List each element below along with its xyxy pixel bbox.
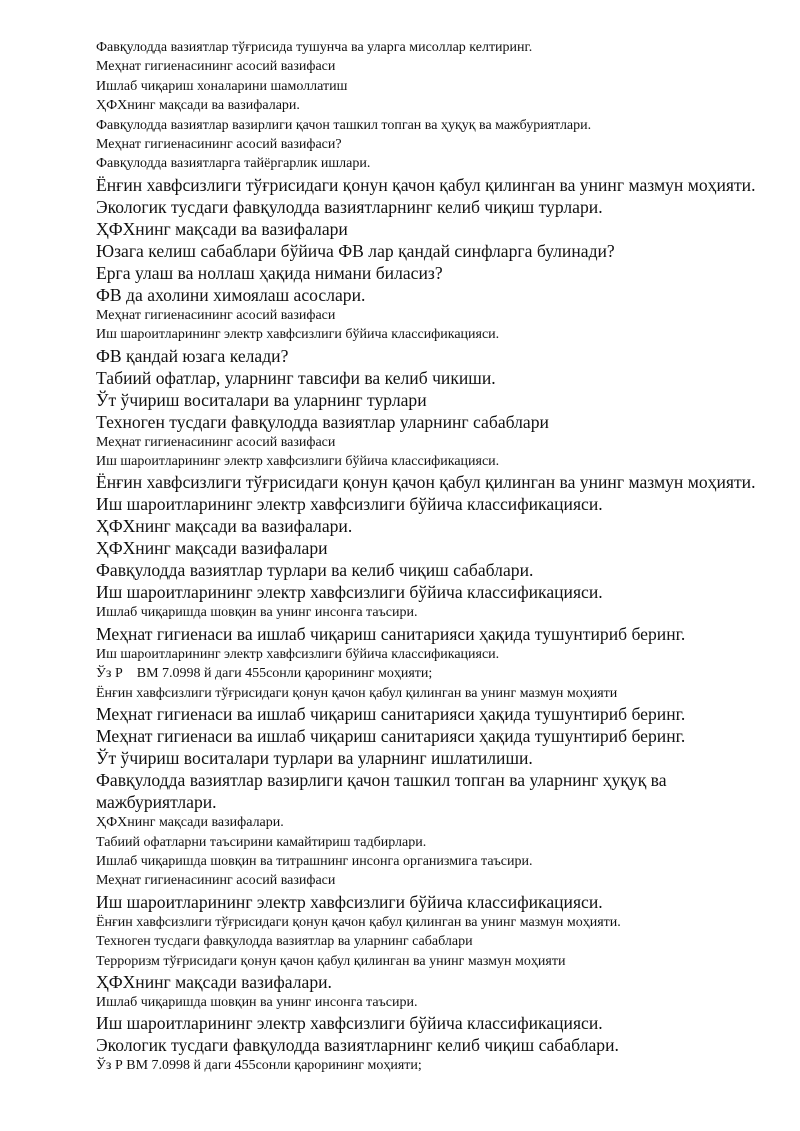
question-line: Табиий офатлар, уларнинг тавсифи ва келиб чикиши. [96, 367, 496, 388]
question-line: ҲФХнинг мақсади ва вазифалари. [96, 516, 353, 537]
question-line: Меҳнат гигиенасининг асосий вазифаси? [96, 137, 342, 153]
question-line: Фавқулодда вазиятлар тўғрисида тушунча ва уларга мисоллар келтиринг. [96, 40, 533, 55]
question-line: Иш шароитларининг электр хавфсизлиги бўйича классификацияси. [96, 646, 500, 662]
question-line: Ўт ўчириш воситалари турлари ва уларнинг ишлатилиши. [96, 748, 533, 769]
question-line: Ишлаб чиқаришда шовқин ва унинг инсонга таъсири. [96, 605, 418, 621]
question-line: ҲФХнинг мақсади ва вазифалари. [96, 98, 300, 114]
question-line: Экологик тусдаги фавқулодда вазиятларнинг келиб чиқиш сабаблари. [96, 1035, 619, 1056]
question-line: Меҳнат гигиенаси ва ишлаб чиқариш санитарияси ҳақида тушунтириб беринг. [96, 704, 686, 725]
question-line: Иш шароитларининг электр хавфсизлиги бўйича классификацияси. [96, 494, 603, 515]
question-line: Ёнғин хавфсизлиги тўғрисидаги қонун қачон қабул қилинган ва унинг мазмун моҳияти. [96, 914, 621, 930]
question-line: ҲФХнинг мақсади вазифалари [96, 538, 328, 559]
question-line: Табиий офатларни таъсирини камайтириш тадбирлари. [96, 834, 427, 850]
question-line: Техноген тусдаги фавқулодда вазиятлар ва уларнинг сабаблари [96, 934, 473, 950]
question-line: Иш шароитларининг электр хавфсизлиги бўйича классификацияси. [96, 327, 500, 343]
question-line: Меҳнат гигиенаси ва ишлаб чиқариш санитарияси ҳақида тушунтириб беринг. [96, 623, 686, 644]
question-line: Фавқулодда вазиятлар вазирлиги қачон ташкил топган ва уларнинг ҳуқуқ ва мажбуриятлари. [96, 770, 667, 813]
question-line: Ишлаб чиқаришда шовқин ва титрашнинг инсонга организмига таъсири. [96, 853, 533, 869]
question-line: ФВ да ахолини химоялаш асослари. [96, 284, 366, 305]
question-line: Меҳнат гигиенасининг асосий вазифаси [96, 59, 336, 75]
question-line: Ерга улаш ва ноллаш ҳақида нимани биласиз? [96, 262, 443, 283]
question-line: Ўз Р ВМ 7.0998 й даги 455сонли қарорининг моҳияти; [96, 1058, 422, 1074]
question-line: Ёнғин хавфсизлиги тўғрисидаги қонун қачон қабул қилинган ва унинг мазмун моҳияти. [96, 472, 756, 493]
question-line: Фавқулодда вазиятлар вазирлиги қачон ташкил топган ва ҳуқуқ ва мажбуриятлари. [96, 117, 592, 133]
question-line: Ишлаб чиқариш хоналарини шамоллатиш [96, 78, 348, 94]
question-line: Иш шароитларининг электр хавфсизлиги бўйича классификацияси. [96, 454, 500, 470]
question-line: Иш шароитларининг электр хавфсизлиги бўйича классификацияси. [96, 891, 603, 912]
question-line: Ёнғин хавфсизлиги тўғрисидаги қонун қачон қабул қилинган ва унинг мазмун моҳияти. [96, 174, 756, 195]
question-line: Меҳнат гигиенасининг асосий вазифаси [96, 434, 336, 450]
question-line: ҲФХнинг мақсади ва вазифалари [96, 218, 348, 239]
question-line: Ишлаб чиқаришда шовқин ва унинг инсонга таъсири. [96, 994, 418, 1010]
question-line: Меҳнат гигиенасининг асосий вазифаси [96, 873, 336, 889]
question-line: Иш шароитларининг электр хавфсизлиги бўйича классификацияси. [96, 582, 603, 603]
question-line: ФВ қандай юзага келади? [96, 345, 289, 366]
question-line: Юзага келиш сабаблари бўйича ФВ лар қандай синфларга булинади? [96, 240, 615, 261]
question-line: Экологик тусдаги фавқулодда вазиятларнинг келиб чиқиш турлари. [96, 196, 603, 217]
question-line: Техноген тусдаги фавқулодда вазиятлар уларнинг сабаблари [96, 411, 549, 432]
question-line: Фавқулодда вазиятлар турлари ва келиб чиқиш сабаблари. [96, 560, 534, 581]
question-line: Терроризм тўғрисидаги қонун қачон қабул қилинган ва унинг мазмун моҳияти [96, 953, 566, 969]
question-line: Меҳнат гигиенасининг асосий вазифаси [96, 307, 336, 323]
question-line: ҲФХнинг мақсади вазифалари. [96, 815, 284, 831]
question-line: Фавқулодда вазиятларга тайёргарлик ишлари. [96, 156, 371, 172]
question-list [96, 38, 766, 1076]
question-line: Ёнғин хавфсизлиги тўғрисидаги қонун қачон қабул қилинган ва унинг мазмун моҳияти [96, 685, 618, 701]
question-line: Меҳнат гигиенаси ва ишлаб чиқариш санитарияси ҳақида тушунтириб беринг. [96, 726, 686, 747]
question-line: Ўт ўчириш воситалари ва уларнинг турлари [96, 389, 427, 410]
question-line: Иш шароитларининг электр хавфсизлиги бўйича классификацияси. [96, 1013, 603, 1034]
question-line: ҲФХнинг мақсади вазифалари. [96, 971, 332, 992]
question-line: Ўз Р ВМ 7.0998 й даги 455сонли қарорининг моҳияти; [96, 666, 433, 682]
